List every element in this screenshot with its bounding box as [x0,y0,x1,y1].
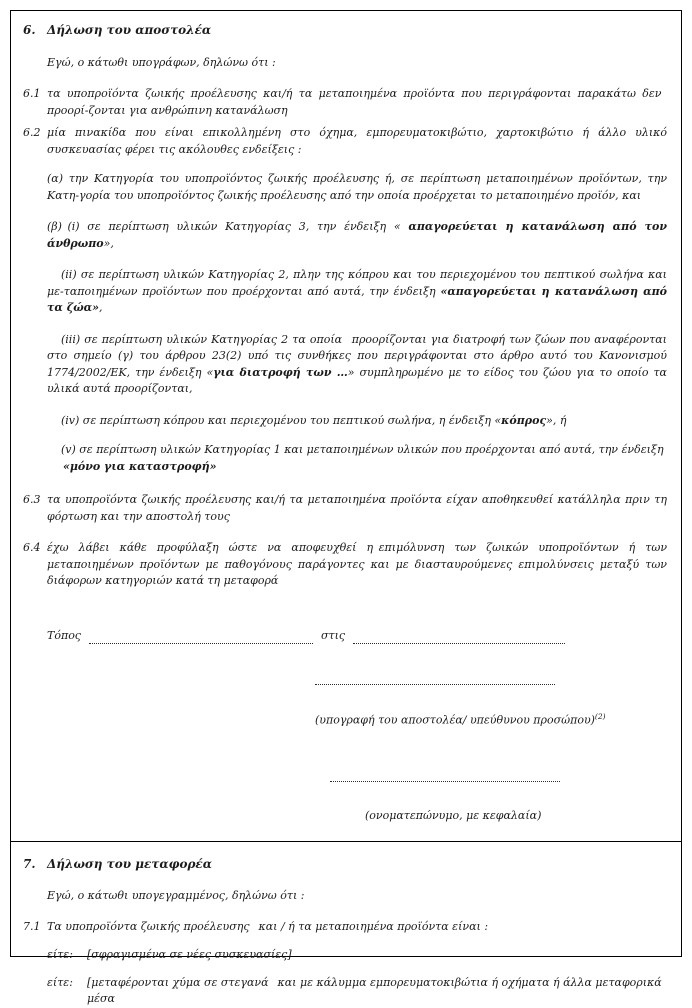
date-label: στις [320,628,346,642]
clause-b-ii-post: , [99,301,103,314]
name-caption: (ονοματεπώνυμο, με κεφαλαία) [365,809,542,823]
option-2-label: είτε: [47,975,73,989]
option-either-1 [47,947,667,964]
name-dotted-line [330,781,560,782]
item-7-1-text: Τα υποπροϊόντα ζωικής προέλευσης και / ή τα μεταποιημένα προϊόντα είναι : [47,919,489,933]
clause-b-iv-bold: κόπρος [501,413,547,427]
section-7-heading [23,856,667,873]
signature-caption [315,709,667,729]
item-6-4-text: έχω λάβει κάθε προφύλαξη ώστε να αποφευχθεί η επιμόλυνση των ζωικών υποπροϊόντων ή των μεταποιημένων προϊόντων με παθογόνους παράγοντες και με διασταυρούμενες επιμολύνσεις μεταξύ των διάφορων κατηγοριών κατά τη μεταφορά [47,541,667,587]
signature-footnote: (2) [594,712,606,721]
clause-b-i-bold: απαγορεύεται η κατανάλωση από τον άνθρωπο [47,220,667,250]
clause-b-iii-pre: (iii) σε περίπτωση υλικών Κατηγορίας 2 τα οποία προορίζονται για διατροφή των ζώων που αναφέρονται στο σημείο (γ) του άρθρου 23(2) υπό τις συνθήκες που περιγράφονται στο άρθρο αυτό του Κανονισμού 1774/2002/ΕΚ, την ένδειξη « [47,332,667,379]
clause-b-iii-post: » συμπληρωμένο με το είδος του ζώου για το οποίο τα υλικά αυτά προορίζονται, [47,365,667,395]
item-6-2-text: μία πινακίδα που είναι επικολλημένη στο όχημα, εμπορευματοκιβώτιο, χαρτοκιβώτιο ή άλλο υλικό συσκευασίας φέρει τις ακόλουθες ενδείξεις : [47,126,667,156]
place-date-row [47,628,667,645]
section-7-title: Δήλωση του μεταφορέα [47,856,212,871]
clause-b-iv-pre: (iv) σε περίπτωση κόπρου και περιεχομένου του πεπτικού σωλήνα, η ένδειξη « [61,413,502,427]
option-2-text: [μεταφέρονται χύμα σε στεγανά και με κάλυμμα εμπορευματοκιβώτια ή οχήματα ή άλλα μεταφορικά μέσα [87,975,662,1006]
section-6-number: 6. [23,23,36,37]
section-6-title: Δήλωση του αποστολέα [47,23,212,37]
section-7-number: 7. [23,856,36,871]
clause-b-ii-pre: (ii) σε περίπτωση υλικών Κατηγορίας 2, πλην της κόπρου και του περιεχομένου του πεπτικού σωλήνα και με-ταποιημένων προϊόντων που προέρχονται από αυτά, την ένδειξη [47,268,667,298]
clause-b-ii-bold: «απαγορεύεται η κατανάλωση από τα ζώα» [47,284,667,314]
clause-b-iv [47,413,667,430]
item-6-4-number: 6.4 [23,541,41,554]
section-7-intro: Εγώ, ο κάτωθι υπογεγραμμένος, δηλώνω ότι : [47,889,305,903]
item-6-2-number: 6.2 [23,126,41,139]
item-6-1-number: 6.1 [23,87,41,100]
item-6-3-text: τα υποπροϊόντα ζωικής προέλευσης και/ή τα μεταποιημένα προϊόντα είχαν αποθηκευθεί κατάλληλα πριν τη φόρτωση και την αποστολή τους [47,493,667,523]
clause-b-v-pre: (v) σε περίπτωση υλικών Κατηγορίας 1 και μεταποιημένων υλικών που προέρχονται από αυτά, την ένδειξη [61,443,664,456]
item-6-1 [23,86,667,119]
item-6-3-number: 6.3 [23,493,41,506]
clause-a: (α) την Κατηγορία του υποπροϊόντος ζωικής προέλευσης ή, σε περίπτωση μεταποιημένων προϊόντων, την Κατη-γορία του υποπροϊόντος ζωικής προέλευσης από την οποία προέρχεται το μεταποιημένο προϊόν, και [47,172,667,202]
option-either-2 [47,975,667,1008]
date-blank [353,632,565,644]
clause-b-i [47,219,667,252]
clause-b-ii [47,267,667,317]
section-6-heading [23,22,667,39]
option-1-label: είτε: [47,948,73,962]
clause-b-i-post: », [103,236,114,250]
item-7-1-number: 7.1 [23,919,41,933]
section-divider [11,841,681,842]
item-6-2 [23,125,667,158]
clause-b-v-bold: «μόνο για καταστροφή» [63,459,217,473]
clause-b-iii-bold: για διατροφή των … [213,365,348,379]
item-6-1-text: τα υποπροϊόντα ζωικής προέλευσης και/ή τα μεταποιημένα προϊόντα που περιγράφονται παρακάτω δεν προορί-ζονται για ανθρώπινη κατανάλωση [47,87,667,117]
clause-b-i-pre: (β) (i) σε περίπτωση υλικών Κατηγορίας 3, την ένδειξη « [47,220,409,233]
signature-caption-text: (υπογραφή του αποστολέα/ υπεύθυνου προσώπου) [315,713,595,727]
clause-b-v [47,442,667,475]
item-6-4 [23,540,667,590]
document-frame [10,10,682,1006]
place-label: Τόπος [47,628,81,642]
option-1-text: [σφραγισμένα σε νέες συσκευασίες] [87,948,292,962]
clause-b-iv-post: », ή [546,413,567,427]
item-7-1 [23,919,667,936]
signature-dotted-line [315,684,555,685]
item-6-3 [23,492,667,525]
place-blank [89,632,313,644]
clause-b-iii [47,332,667,398]
section-6-intro: Εγώ, ο κάτωθι υπογράφων, δηλώνω ότι : [47,55,276,69]
